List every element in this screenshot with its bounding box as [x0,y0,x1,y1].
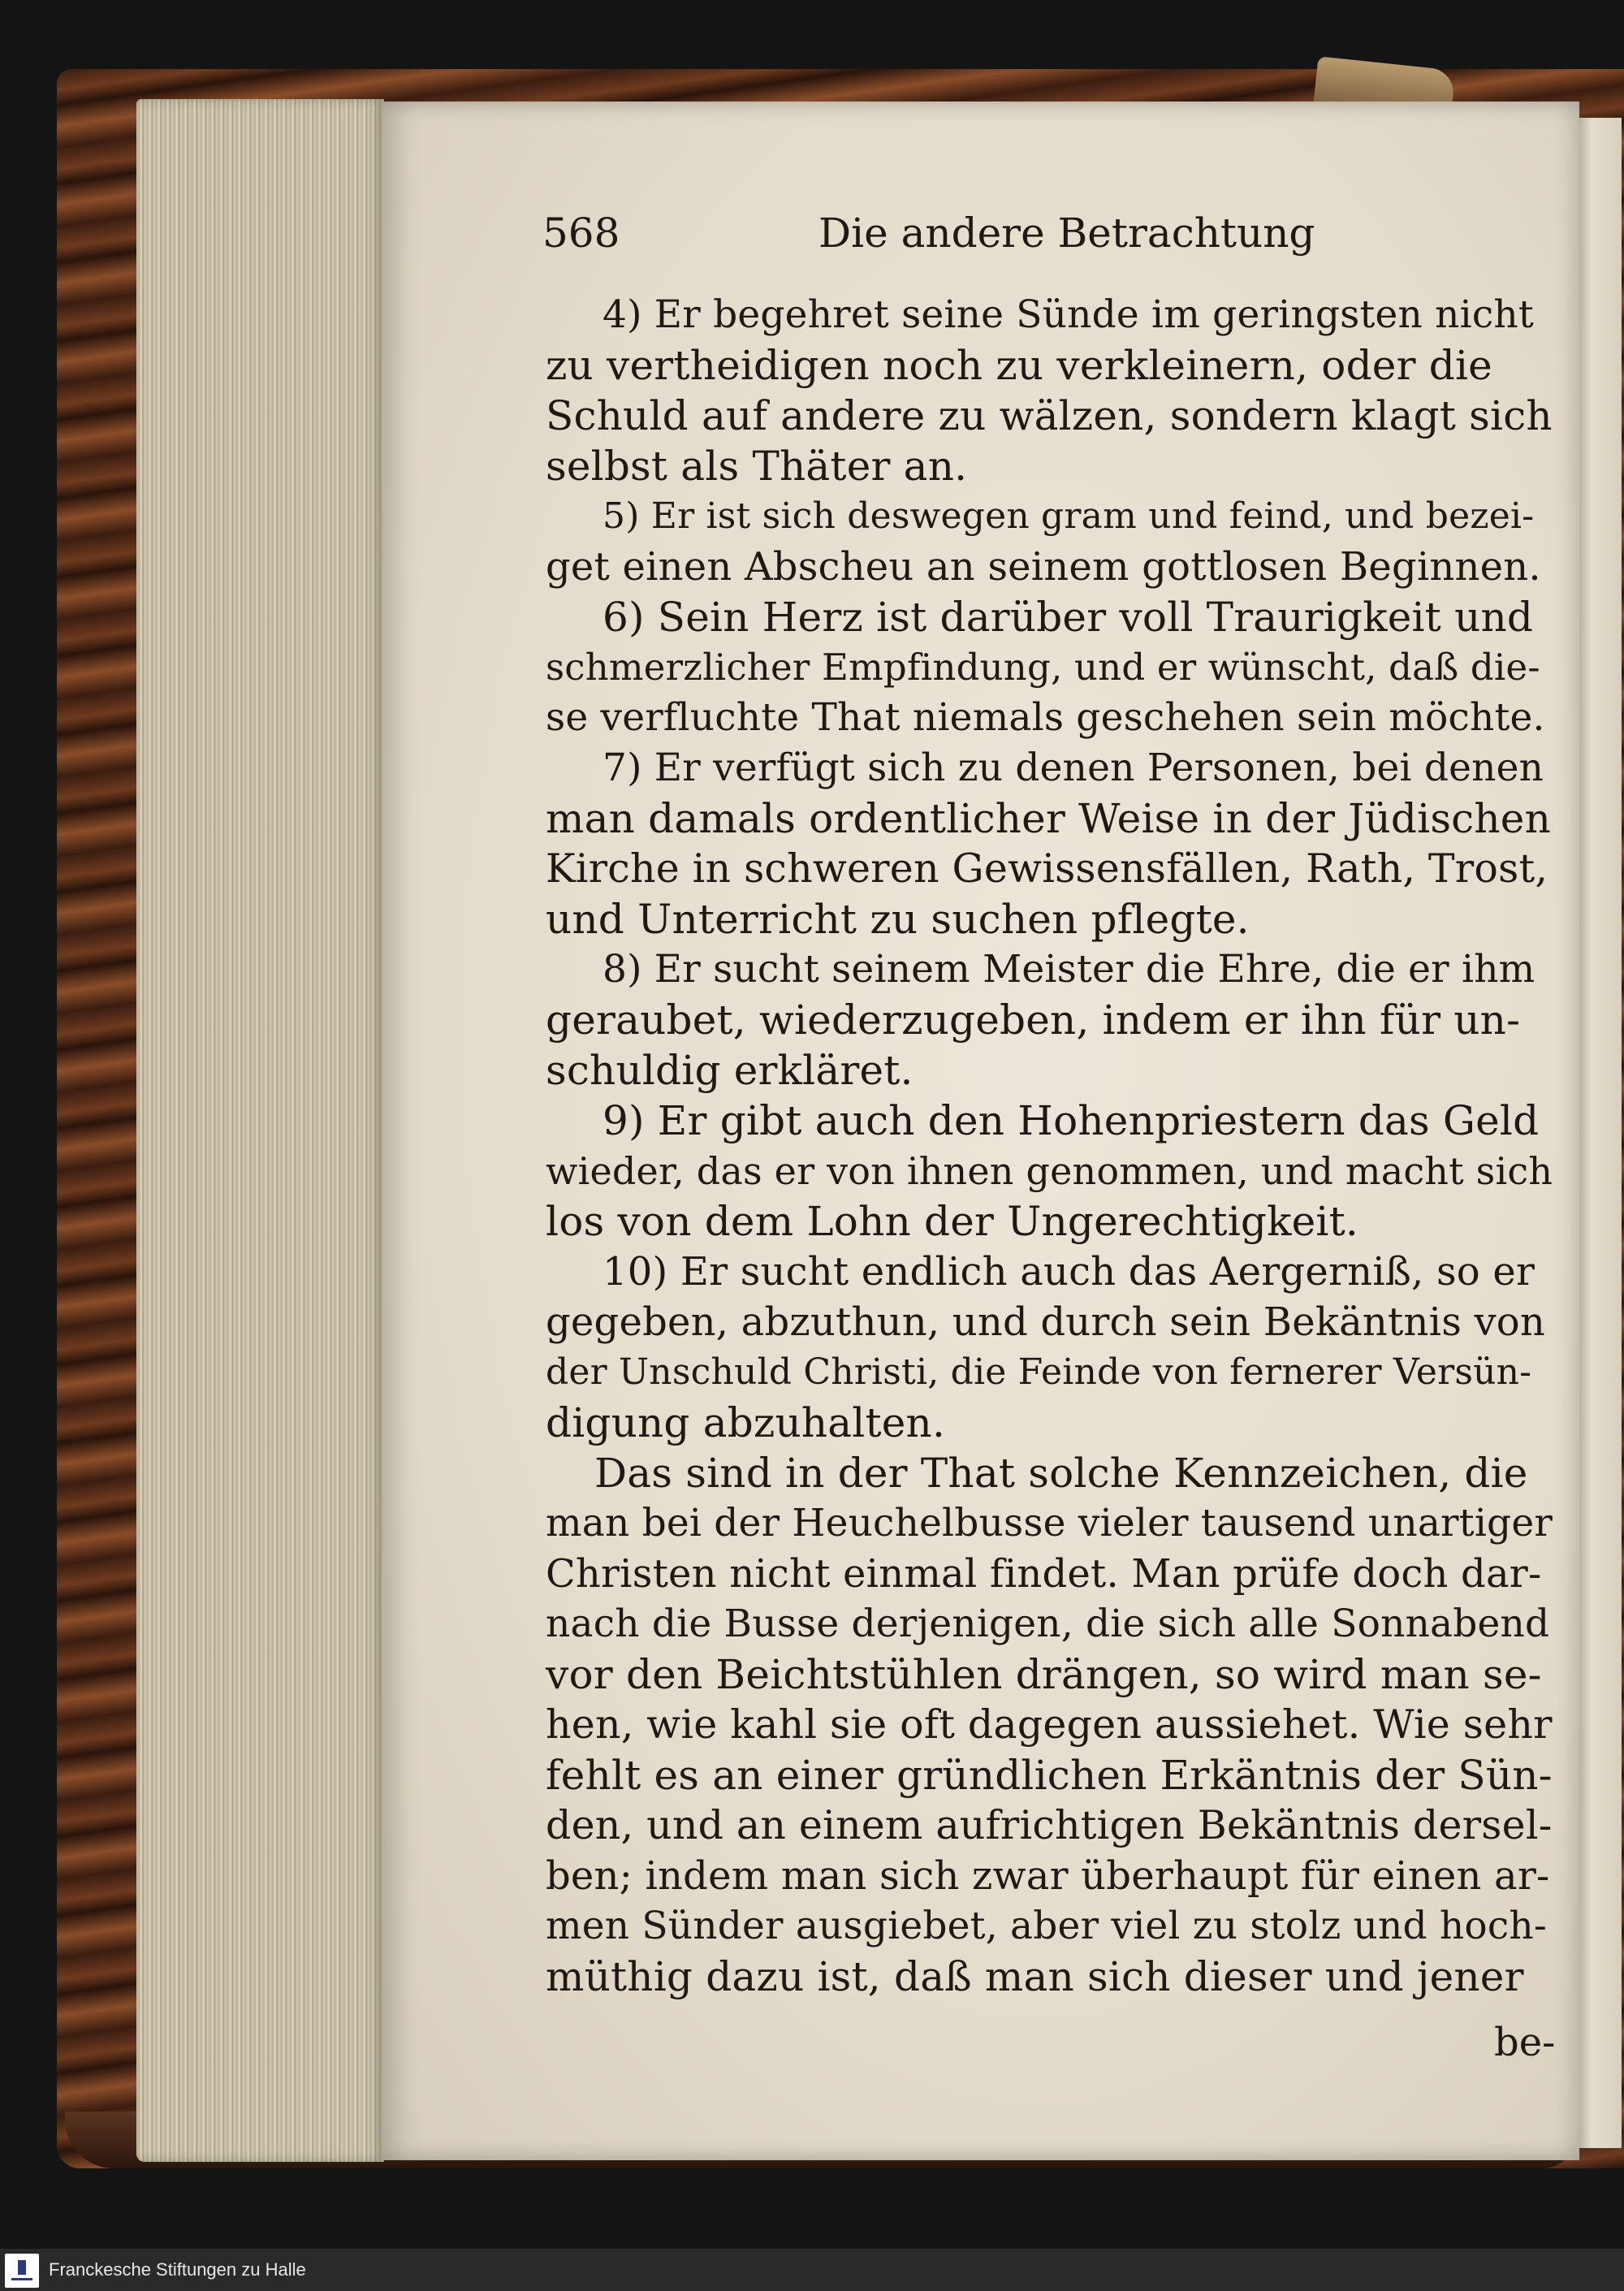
paragraph-item-4 [546,290,1553,491]
paragraph-item-6 [546,592,1553,743]
text-line: selbst als Thäter an. [546,443,968,490]
page-edges [136,99,384,2162]
paragraph-body [546,1448,1553,2002]
text-line: man damals ordentlicher Weise in der Jüdischen [546,795,1551,842]
text-line: man bei der Heuchelbusse vieler tausend unartiger [546,1501,1553,1545]
text-line: Kirche in schweren Gewissensfällen, Rath, Trost, [546,845,1548,892]
text-line: 9) Er gibt auch den Hohenpriestern das Geld [603,1097,1540,1144]
text-line: los von dem Lohn der Ungerechtigkeit. [546,1198,1358,1245]
paragraph-item-5 [546,491,1553,592]
text-line: ben; indem man sich zwar überhaupt für einen ar- [546,1853,1550,1899]
catchword: be- [1494,2020,1556,2065]
text-line: 6) Sein Herz ist darüber voll Traurigkeit und [603,594,1534,641]
text-line: hen, wie kahl sie oft dagegen aussiehet. Wie sehr [546,1701,1553,1748]
footer-institution[interactable]: Franckesche Stiftungen zu Halle [49,2259,306,2280]
text-line: schuldig erkläret. [546,1047,914,1094]
institution-logo-icon [5,2254,39,2288]
text-line: fehlt es an einer gründlichen Erkäntnis der Sün- [546,1752,1553,1799]
text-line: digung abzuhalten. [546,1399,946,1446]
text-line: geraubet, wiederzugeben, indem er ihn für un- [546,996,1521,1044]
page-text [546,290,1553,2002]
text-line: gegeben, abzuthun, und durch sein Bekäntnis von [546,1299,1546,1345]
text-line: Christen nicht einmal findet. Man prüfe doch dar- [546,1551,1542,1597]
text-line: 7) Er verfügt sich zu denen Personen, bei denen [603,746,1544,790]
text-line: der Unschuld Christi, die Feinde von fernerer Versün- [546,1351,1532,1393]
paragraph-item-9 [546,1096,1553,1247]
text-line: und Unterricht zu suchen pflegte. [546,896,1250,943]
running-head: Die andere Betrachtung [818,210,1315,257]
page-number: 568 [542,210,620,257]
text-line: 10) Er sucht endlich auch das Aergerniß, so er [603,1249,1535,1295]
paragraph-item-10 [546,1247,1553,1448]
text-line: nach die Busse derjenigen, die sich alle Sonnabend [546,1602,1550,1646]
paragraph-item-8 [546,944,1553,1096]
text-line: men Sünder ausgiebet, aber viel zu stolz und hoch- [546,1904,1547,1948]
text-line: vor den Beichtstühlen drängen, so wird man se- [546,1651,1542,1698]
text-line: 5) Er ist sich deswegen gram und feind, und bezei- [603,495,1535,537]
text-line: 8) Er sucht seinem Meister die Ehre, die er ihm [603,947,1535,992]
text-line: Schuld auf andere zu wälzen, sondern klagt sich [546,392,1553,439]
text-line: se verfluchte That niemals geschehen sein möchte. [546,695,1545,740]
text-line: Das sind in der That solche Kennzeichen, die [594,1450,1528,1497]
text-line: 4) Er begehret seine Sünde im geringsten nicht [603,292,1534,337]
text-line: müthig dazu ist, daß man sich dieser und jener [546,1953,1524,2000]
text-line: schmerzlicher Empfindung, und er wünscht, daß die- [546,646,1540,689]
text-line: wieder, das er von ihnen genommen, und macht sich [546,1149,1553,1193]
footer-bar [0,2249,1624,2291]
page-header [542,210,1556,266]
text-line: zu vertheidigen noch zu verkleinern, oder die [546,342,1492,389]
text-line: den, und an einem aufrichtigen Bekäntnis dersel- [546,1802,1553,1848]
paragraph-item-7 [546,743,1553,944]
text-line: get einen Abscheu an seinem gottlosen Beginnen. [546,544,1541,590]
